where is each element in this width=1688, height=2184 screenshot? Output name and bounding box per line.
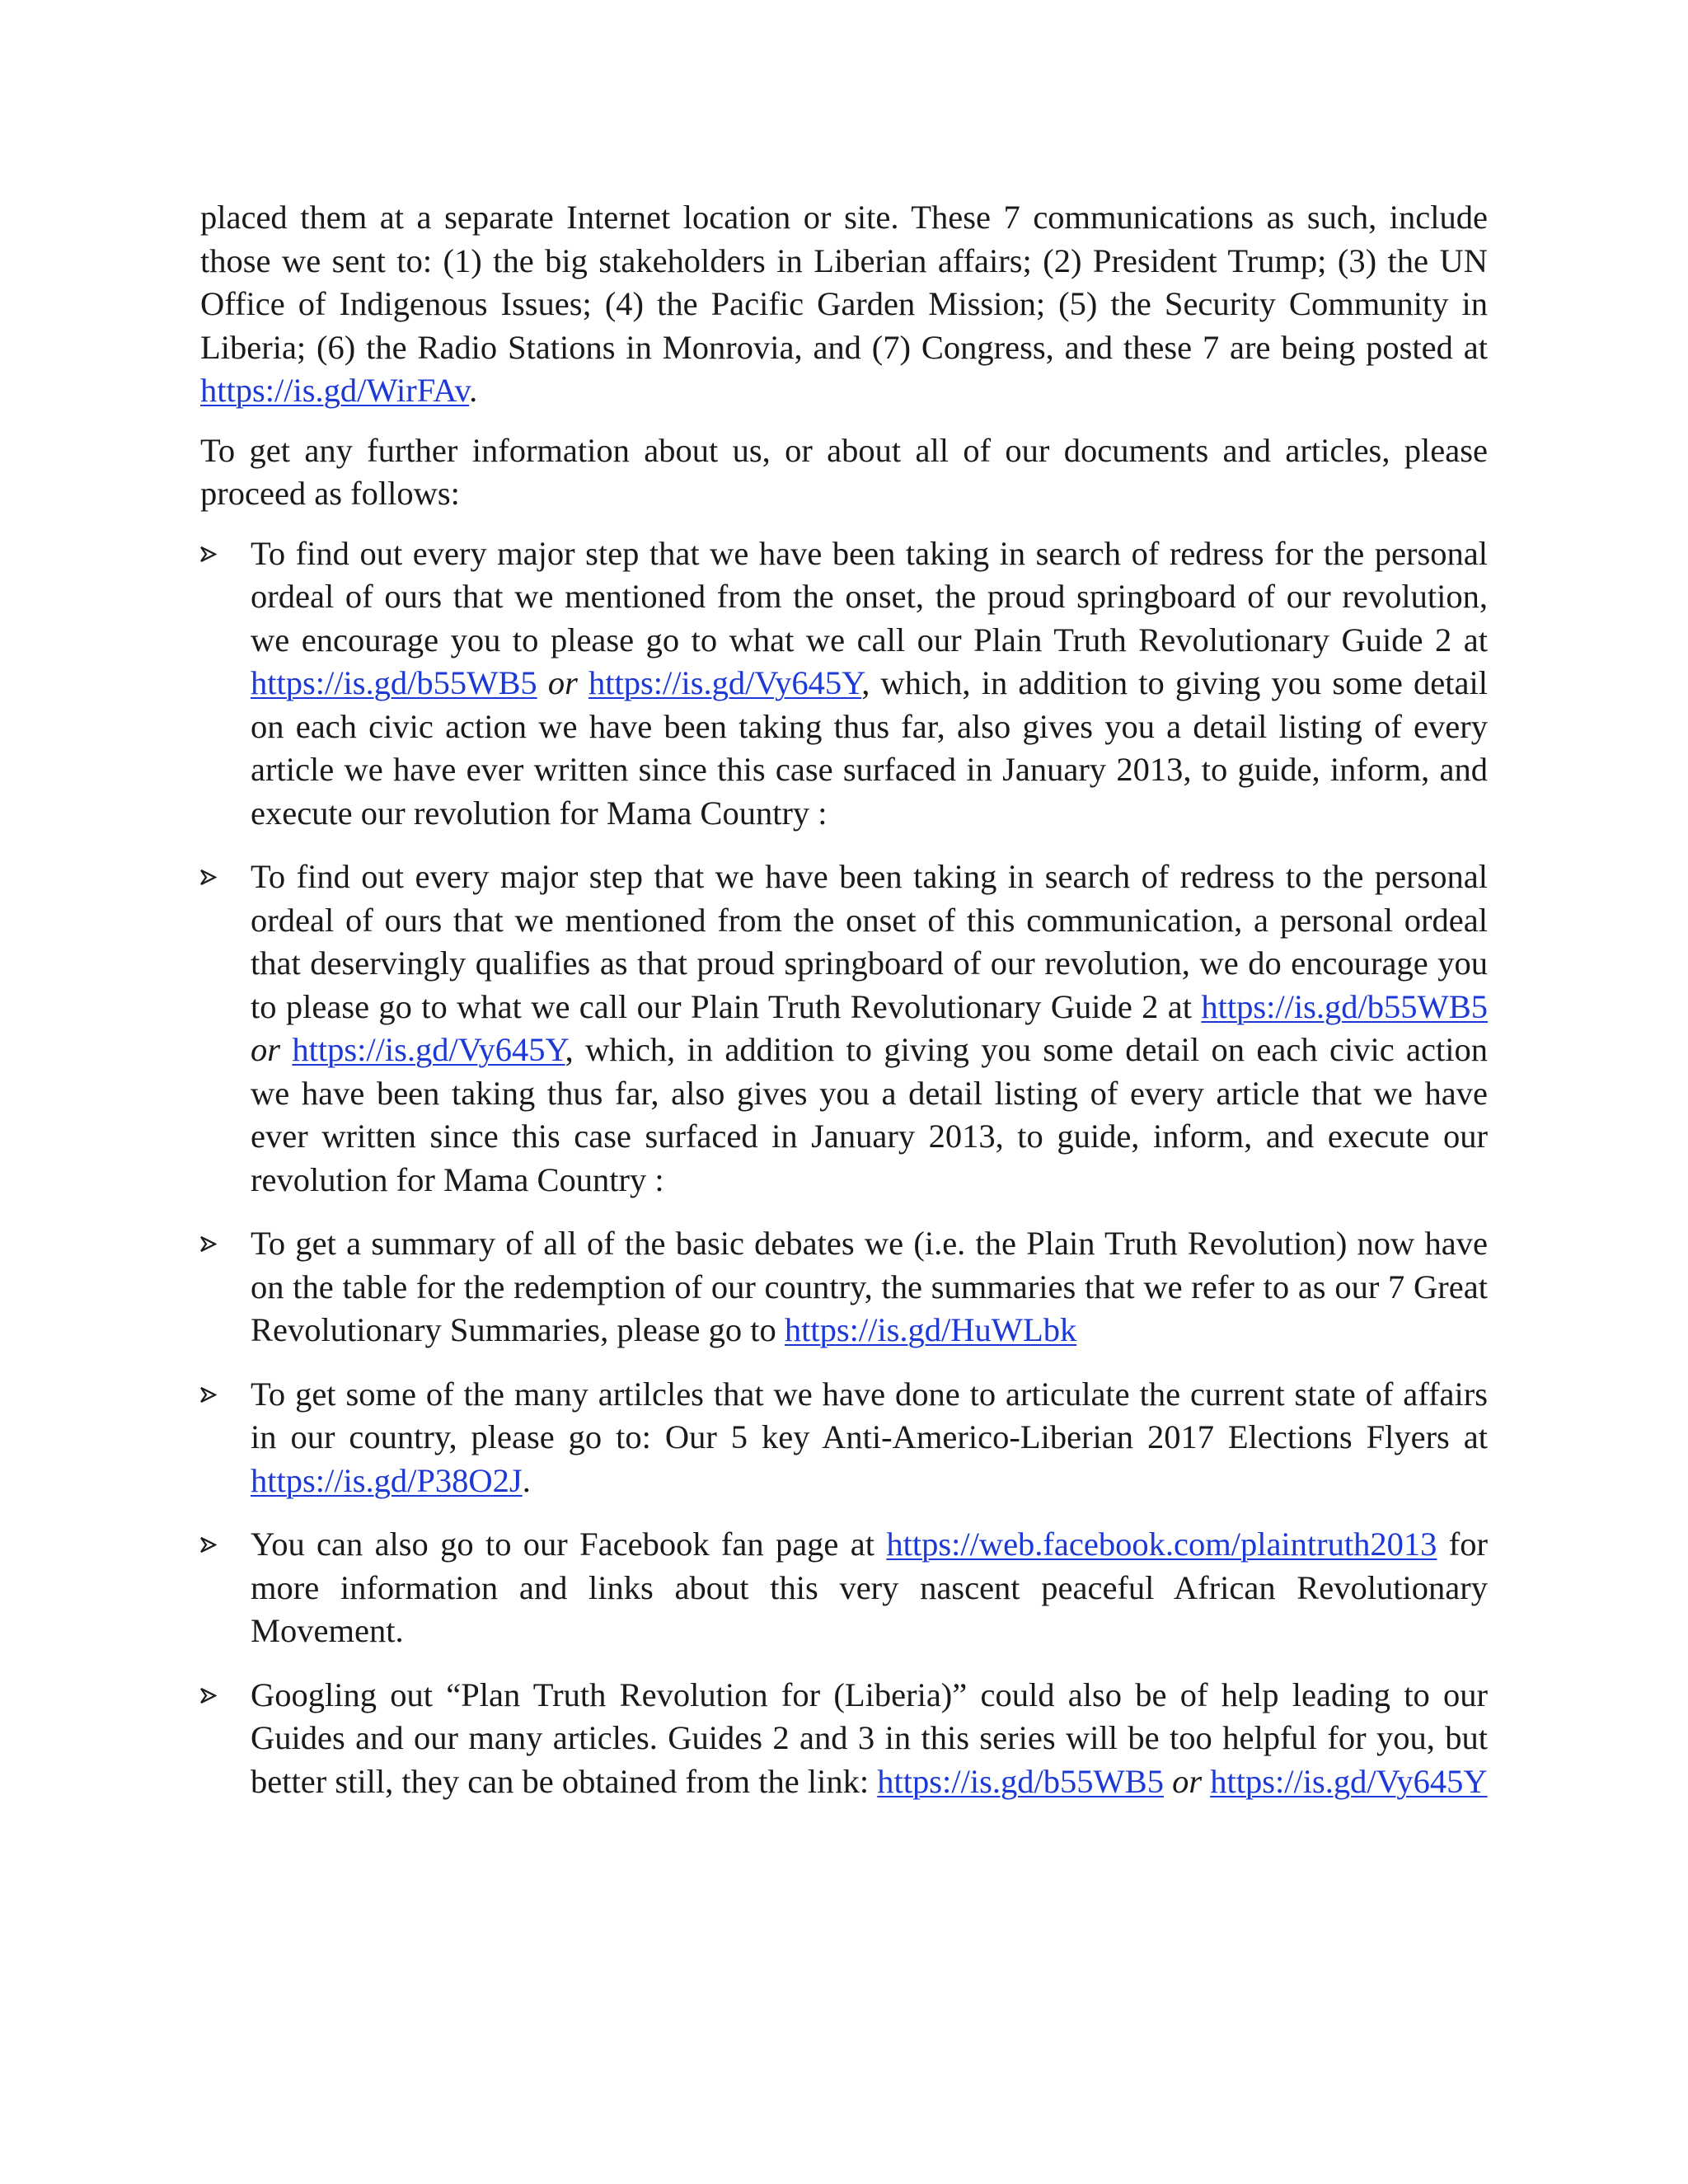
or-text: or [547,664,578,701]
list-item [200,1222,1488,1352]
link-b55wb5[interactable]: https://is.gd/b55WB5 [1201,987,1488,1025]
bullet-1-text-end: , which, in addition to giving you some detail on each civic action we have been taking thus far, also gives you a detail listing of every article we have ever written since this case surfaced in January 2013, to guide, inform, and execute our revolution for Mama Country : [251,664,1489,832]
bullet-2-text-end: , which, in addition to giving you some detail on each civic action we have been taking thus far, also gives you a detail listing of every article that we have ever written since this case surfaced in January 2013, to guide, inform, and execute our revolution for Mama Country : [251,1031,1488,1198]
bullet-5-text-end: for more information and links about this very nascent peaceful African Revolutionary Movement. [251,1526,1488,1649]
bullet-6-text: Googling out “Plan Truth Revolution for (Liberia)” could also be of help leading to our Guides and our many articles. Guides 2 and 3 in this series will be too helpful for you, but better still, they can be obtained from the link: [251,1675,1488,1800]
link-wirfav[interactable]: https://is.gd/WirFAv [200,372,470,409]
list-item [200,1523,1488,1653]
or-text: or [1172,1762,1203,1800]
list-item [200,1373,1488,1503]
or-text: or [251,1031,281,1068]
document-page [200,196,1488,1824]
list-item [200,532,1488,836]
list-item [200,855,1488,1202]
intro-paragraph-1-end: . [469,372,478,409]
bullet-1-text: To find out every major step that we have been taking in search of redress for the personal ordeal of ours that we mentioned from the onset, the proud springboard of our revolution, we encourage you to please go to what we call our Plain Truth Revolutionary Guide 2 at [251,534,1488,658]
link-vy645y[interactable]: https://is.gd/Vy645Y [588,664,862,701]
link-vy645y[interactable]: https://is.gd/Vy645Y [1210,1762,1488,1800]
intro-paragraph-1 [200,196,1488,413]
arrowhead-bullet-icon [200,546,217,563]
link-vy645y[interactable]: https://is.gd/Vy645Y [292,1031,565,1068]
intro-paragraph-1-text: placed them at a separate Internet location or site. These 7 communications as such, include those we sent to: (1) the big stakeholders in Liberian affairs; (2) President Trump; (3) the UN Office of Indigenous Issues; (4) the Pacific Garden Mission; (5) the Security Community in Liberia; (6) the Radio Stations in Monrovia, and (7) Congress, and these 7 are being posted at [200,199,1488,366]
link-b55wb5[interactable]: https://is.gd/b55WB5 [877,1762,1164,1800]
arrowhead-bullet-icon [200,869,217,886]
bullet-2-text: To find out every major step that we have been taking in search of redress to the personal ordeal of ours that we mentioned from the onset of this communication, a personal ordeal that deservingly qualifies as that proud springboard of our revolution, we do encourage you to please go to what we call our Plain Truth Revolutionary Guide 2 at [251,858,1488,1025]
link-facebook-page[interactable]: https://web.facebook.com/plaintruth2013 [886,1526,1437,1563]
arrowhead-bullet-icon [200,1687,217,1704]
intro-paragraph-2: To get any further information about us, or about all of our documents and articles, please proceed as follows: [200,431,1488,512]
arrowhead-bullet-icon [200,1386,217,1404]
bullet-list [200,532,1488,1804]
bullet-4-text: To get some of the many artilcles that we have done to articulate the current state of affairs in our country, please go to: Our 5 key Anti-Americo-Liberian 2017 Elections Flyers at [251,1375,1488,1455]
list-item [200,1674,1488,1804]
bullet-5-text: You can also go to our Facebook fan page at [251,1526,887,1563]
bullet-4-text-end: . [522,1461,531,1499]
arrowhead-bullet-icon [200,1235,217,1253]
arrowhead-bullet-icon [200,1536,217,1554]
link-huwlbk[interactable]: https://is.gd/HuWLbk [784,1311,1077,1348]
link-b55wb5[interactable]: https://is.gd/b55WB5 [251,664,537,701]
bullet-3-text: To get a summary of all of the basic debates we (i.e. the Plain Truth Revolution) now have on the table for the redemption of our country, the summaries that we refer to as our 7 Great Revolutionary Summaries, please go to [251,1225,1488,1348]
link-p38o2j[interactable]: https://is.gd/P38O2J [251,1461,523,1499]
